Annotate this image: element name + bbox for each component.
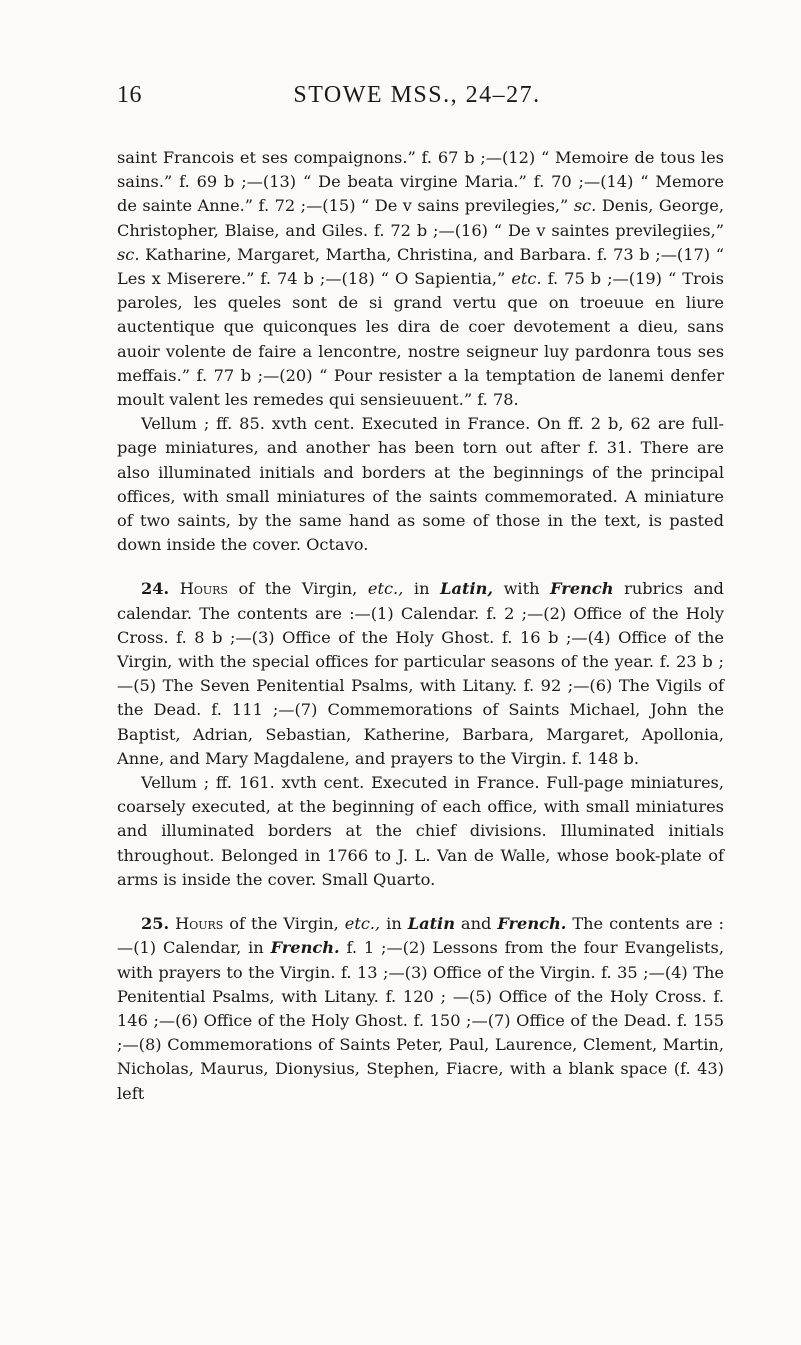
body-text (117, 146, 724, 1106)
entry-23-contents: saint Francois et ses compaignons.” f. 67 b ;—(12) “ Memoire de tous les sains.” f. 69 b ;—(13) “ De beata virgine Maria.” f. 70 ;—(14) “ Memore de sainte Anne.” f. 72 ;—(15) “ De v sains previlegies,” sc. Denis, George, Christopher, Blaise, and Giles. f. 72 b ;—(16) “ De v saintes previlegiies,” sc. Katharine, Margaret, Martha, Christina, and Barbara. f. 73 b ;—(17) “ Les x Miserere.” f. 74 b ;—(18) “ O Sapientia,” etc. f. 75 b ;—(19) “ Trois paroles, les queles sont de si grand vertu que on troeuue en liure auctentique que quiconques les dira de coer devotement a dieu, sans auoir volente de faire a lencontre, nostre seigneur luy pardonra tous ses meffais.” f. 77 b ;—(20) “ Pour resister a la temptation de lanemi denfer moult valent les remedes qui sensieuuent.” f. 78. (117, 148, 724, 410)
running-title: STOWE MSS., 24–27. (293, 82, 541, 108)
entry-25: 25. Hours of the Virgin, etc., in Latin and French. The contents are :—(1) Calendar, in French. f. 1 ;—(2) Lessons from the four Evangelists, with prayers to the Virgin. f. 13 ;—(3) Office of the Virgin. f. 35 ;—(4) The Penitential Psalms, with Litany. f. 120 ; —(5) Office of the Holy Cross. f. 146 ;—(6) Office of the Holy Ghost. f. 150 ;—(7) Office of the Dead. f. 155 ;—(8) Commemorations of Saints Peter, Paul, Laurence, Clement, Martin, Nicholas, Maurus, Dionysius, Stephen, Fiacre, with a blank space (f. 43) left (117, 914, 724, 1103)
entry-24-number: 24. (141, 579, 170, 599)
entry-24-description: Vellum ; ff. 161. xvth cent. Executed in France. Full-page miniatures, coarsely executed, at the beginning of each office, with small miniatures and illuminated borders at the chief divisions. Illuminated initials throughout. Belonged in 1766 to J. L. Van de Walle, whose book-plate of arms is inside the cover. Small Quarto. (117, 773, 724, 889)
page-number: 16 (117, 82, 142, 108)
entry-25-number: 25. (141, 914, 170, 934)
entry-23-description: Vellum ; ff. 85. xvth cent. Executed in France. On ff. 2 b, 62 are full-page miniatures, and another has been torn out after f. 31. There are also illuminated initials and borders at the beginnings of the principal offices, with small miniatures of the saints commemorated. A miniature of two saints, by the same hand as some of those in the text, is pasted down inside the cover. Octavo. (117, 414, 724, 555)
page-header (117, 82, 717, 114)
entry-24: 24. Hours of the Virgin, etc., in Latin, with French rubrics and calendar. The contents are :—(1) Calendar. f. 2 ;—(2) Office of the Holy Cross. f. 8 b ;—(3) Office of the Holy Ghost. f. 16 b ;—(4) Office of the Virgin, with the special offices for particular seasons of the year. f. 23 b ;—(5) The Seven Penitential Psalms, with Litany. f. 92 ;—(6) The Vigils of the Dead. f. 111 ;—(7) Commemorations of Saints Michael, John the Baptist, Adrian, Sebastian, Katherine, Barbara, Margaret, Apollonia, Anne, and Mary Magdalene, and prayers to the Virgin. f. 148 b. (117, 579, 724, 768)
